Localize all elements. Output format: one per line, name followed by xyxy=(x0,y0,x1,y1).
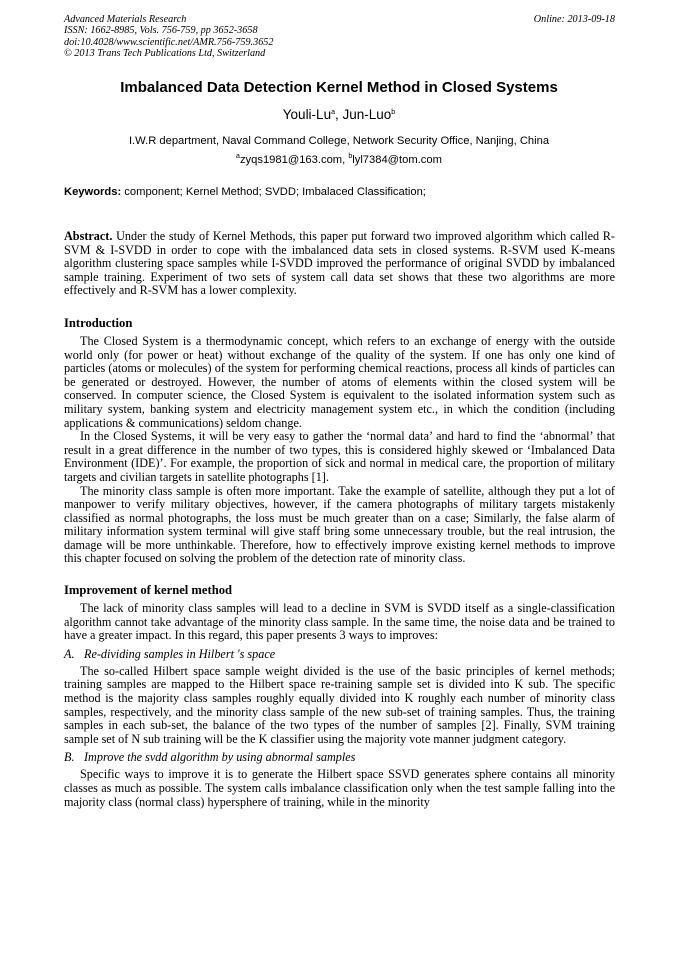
author-line xyxy=(0,106,678,124)
improvement-paragraph-1: The lack of minority class samples will lead to a decline in SVM is SVDD itself as a single-classification algorithm cannot take advantage of the minority class sample. In the same time, the noise data and be trained to have a greater impact. In this regard, this paper presents 3 ways to improves: xyxy=(64,601,615,643)
email-line xyxy=(0,153,678,167)
issn-line: ISSN: 1662-8985, Vols. 756-759, pp 3652-3658 xyxy=(64,25,258,37)
intro-paragraph-2: In the Closed Systems, it will be very easy to gather the ‘normal data’ and hard to find the ‘abnormal’ that result in a great difference in the number of two types, this is considered highly skewed or ‘Imbalanced Data Environment (IDE)’. For example, the proportion of sick and normal in medical care, the proportion of military targets and civilian targets in satellite photographs [1]. xyxy=(64,429,615,484)
intro-paragraph-3: The minority class sample is often more important. Take the example of satellite, although they put a lot of manpower to verify military objectives, however, if the camera photographs of military targets mistakenly classified as normal photographs, the loss must be much greater than on a case; Similarly, the false alarm of military information system terminal will give staff bring some unnecessary trouble, but the real intrusion, the damage will be more unthinkable. Therefore, how to effectively improve existing kernel methods to improve this chapter focused on solving the problem of the detection rate of minority class. xyxy=(64,483,615,566)
abstract-text: Under the study of Kernel Methods, this paper put forward two improved algorithm which called R-SVM & I-SVDD in order to cope with the imbalanced data sets in closed systems. R-SVM used K-means algorithm clustering space samples while I-SVDD improved the performance of original SVDD by imbalanced sample training. Experiment of two sets of system call data set shows that these two algorithms are more effectively and R-SVM has a lower complexity. xyxy=(64,229,615,298)
author-2-mark: b xyxy=(391,109,396,116)
email-2: lyl7384@tom.com xyxy=(352,154,442,166)
subsection-b-number: B. xyxy=(64,750,75,765)
abstract xyxy=(64,230,615,298)
author-1: Youli-Lu xyxy=(282,107,332,122)
copyright-line: © 2013 Trans Tech Publications Ltd, Switzerland xyxy=(64,47,266,59)
journal-name: Advanced Materials Research xyxy=(64,14,187,25)
section-heading-introduction: Introduction xyxy=(64,315,133,330)
author-2: Jun-Luo xyxy=(342,107,392,122)
section-heading-improvement: Improvement of kernel method xyxy=(64,583,233,598)
email-1-mark: a xyxy=(236,153,240,160)
doi-line: doi:10.4028/www.scientific.net/AMR.756-759.3652 xyxy=(64,36,274,48)
subsection-heading-b xyxy=(64,750,615,764)
journal-header xyxy=(64,14,615,59)
email-2-mark: b xyxy=(348,153,353,160)
subsection-a-number: A. xyxy=(64,646,75,661)
paper-title: Imbalanced Data Detection Kernel Method in Closed Systems xyxy=(120,79,558,96)
subsection-heading-a xyxy=(64,647,615,661)
keywords-label: Keywords: xyxy=(64,186,122,198)
subsection-b-title: Improve the svdd algorithm by using abnormal samples xyxy=(84,750,356,765)
subsection-b-paragraph: Specific ways to improve it is to generate the Hilbert space SSVD generates sphere contains all minority classes as much as possible. The system calls imbalance classification only when the test sample falling into the majority class (normal class) hypersphere of training, while in the minority xyxy=(64,767,615,809)
keywords-text: component; Kernel Method; SVDD; Imbalaced Classification; xyxy=(121,186,426,198)
author-separator: , xyxy=(334,107,343,122)
subsection-a-paragraph: The so-called Hilbert space sample weight divided is the use of the basic principles of kernel methods; training samples are mapped to the Hilbert space re-training sample set is divided into K sub. The specific method is the majority class samples roughly equally divided into K roughly each number of minority class samples, respectively, and the minority class sample of the new sub-set of training samples. Thus, the training samples in each sub-set, the balance of the two types of the number of samples [2]. Finally, SVM training sample set of N sub training will be the K classifier using the majority vote manner judgment category. xyxy=(64,663,615,746)
intro-paragraph-1: The Closed System is a thermodynamic concept, which refers to an exchange of energy with the outside world only (for power or heat) without exchange of the quality of the system. If one has only one kind of particles (atoms or molecules) of the system for performing chemical reactions, process all kinds of particles can be generated or destroyed. However, the number of atoms of elements within the closed system will be conserved. In computer science, the Closed System is equivalent to the isolated information system such as military system, banking system and electricity management system etc., in which the condition (including applications & communications) seldom change. xyxy=(64,333,615,430)
online-date: Online: 2013-09-18 xyxy=(533,14,615,25)
abstract-label: Abstract. xyxy=(64,229,113,243)
email-1: zyqs1981@163.com, xyxy=(239,154,349,166)
subsection-a-title: Re-dividing samples in Hilbert 's space xyxy=(84,646,276,661)
paper-body xyxy=(64,230,615,809)
keywords xyxy=(64,185,615,199)
affiliation: I.W.R department, Naval Command College, Network Security Office, Nanjing, China xyxy=(128,135,550,147)
author-1-mark: a xyxy=(331,109,335,116)
